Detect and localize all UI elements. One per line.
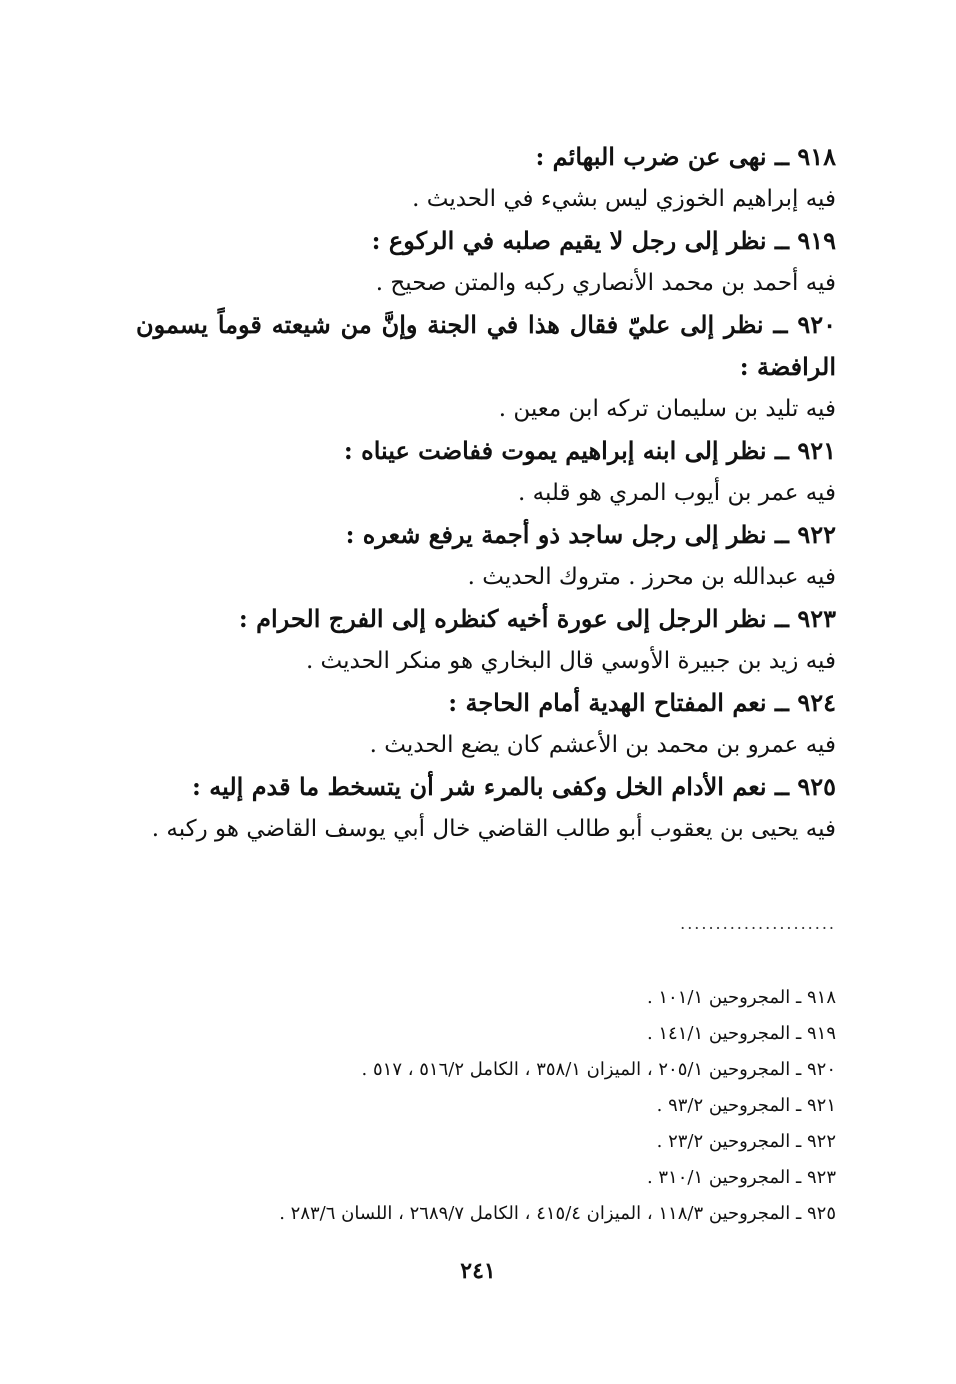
footnote-921: ٩٢١ ـ المجروحين ٩٣/٢ . (656, 1095, 836, 1116)
entry-heading: ٩٢١ ــ نظر إلى ابنه إبراهيم يموت ففاضت عيناه : (343, 436, 836, 465)
entry-919 (136, 220, 836, 304)
footnote-925: ٩٢٥ ـ المجروحين ١١٨/٣ ، الميزان ٤١٥/٤ ، الكامل ٢٦٨٩/٧ ، اللسان ٢٨٣/٦ . (279, 1203, 836, 1224)
entry-heading: ٩٢٤ ــ نعم المفتاح الهدية أمام الحاجة : (448, 688, 836, 717)
entry-comment: فيه إبراهيم الخوزي ليس بشيء في الحديث . (412, 186, 836, 212)
entry-comment: فيه زيد بن جبيرة الأوسي قال البخاري هو منكر الحديث . (305, 648, 836, 674)
entry-918 (136, 136, 836, 220)
entry-heading: ٩٢٣ ــ نظر الرجل إلى عورة أخيه كنظره إلى الفرج الحرام : (238, 604, 836, 633)
footnote-918: ٩١٨ ـ المجروحين ١٠١/١ . (646, 987, 836, 1008)
entry-925 (136, 766, 836, 850)
entry-924 (136, 682, 836, 766)
footnote-922: ٩٢٢ ـ المجروحين ٢٣/٢ . (656, 1131, 836, 1152)
entry-920 (136, 304, 836, 430)
entry-comment: فيه يحيى بن يعقوب أبو طالب القاضي خال أبي يوسف القاضي هو ركبه . (151, 816, 836, 842)
footnote-919: ٩١٩ ـ المجروحين ١٤١/١ . (646, 1023, 836, 1044)
hadith-entries (136, 136, 836, 850)
entry-comment: فيه عمرو بن محمد بن الأعشم كان يضع الحديث . (369, 732, 836, 758)
entry-heading: ٩١٩ ــ نظر إلى رجل لا يقيم صلبه في الركوع : (371, 226, 836, 255)
footnote-920: ٩٢٠ ـ المجروحين ٢٠٥/١ ، الميزان ٣٥٨/١ ، الكامل ٥١٦/٢ ، ٥١٧ . (361, 1059, 836, 1080)
entry-comment: فيه عبدالله بن محرز . متروك الحديث . (467, 564, 836, 590)
page-number: ٢٤١ (460, 1258, 496, 1284)
entry-heading: ٩٢٠ ــ نظر إلى عليّ فقال هذا في الجنة وإنَّ من شيعته قوماً يسمون الرافضة : (136, 310, 836, 381)
footnotes (136, 980, 836, 1232)
entry-921 (136, 430, 836, 514)
entry-heading: ٩٢٥ ــ نعم الأدام الخل وكفى بالمرء شر أن يتسخط ما قدم إليه : (192, 772, 836, 801)
entry-comment: فيه تليد بن سليمان تركه ابن معين . (498, 396, 836, 422)
entry-heading: ٩٢٢ ــ نظر إلى رجل ساجد ذو أجمة يرفع شعره : (345, 520, 836, 549)
entry-922 (136, 514, 836, 598)
entry-heading: ٩١٨ ــ نهى عن ضرب البهائم : (535, 142, 836, 171)
footnote-923: ٩٢٣ ـ المجروحين ٣١٠/١ . (646, 1167, 836, 1188)
entry-923 (136, 598, 836, 682)
footnote-separator: ...................... (680, 914, 836, 933)
entry-comment: فيه أحمد بن محمد الأنصاري ركبه والمتن صحيح . (375, 270, 836, 296)
entry-comment: فيه عمر بن أيوب المري هو قلبه . (518, 480, 836, 506)
